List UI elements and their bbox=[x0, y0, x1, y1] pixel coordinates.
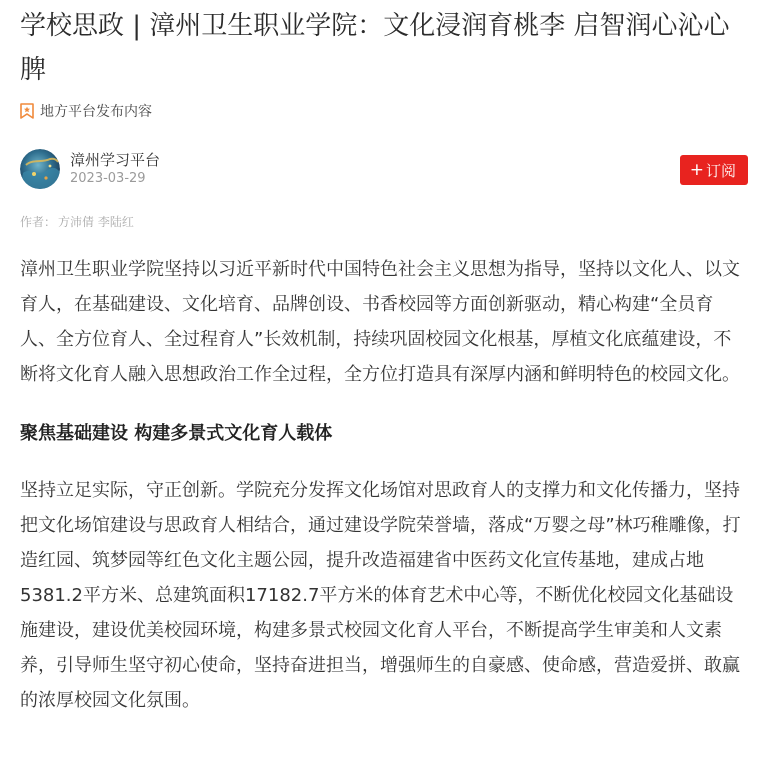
publisher-name[interactable]: 漳州学习平台 bbox=[70, 151, 161, 169]
bookmark-star-icon bbox=[20, 103, 34, 119]
section-heading: 聚焦基础建设 构建多景式文化育人载体 bbox=[20, 423, 333, 444]
publish-date: 2023-03-29 bbox=[70, 171, 146, 186]
body-paragraph: 漳州卫生职业学院坚持以习近平新时代中国特色社会主义思想为指导，坚持以文化人、以文育人，在基础建设、文化培育、品牌创设、书香校园等方面创新驱动，精心构建“全员育人、全方位育人、全过程育人”长效机制，持续巩固校园文化根基，厚植文化底蕴建设，不断将文化育人融入思想政治工作全过程，全方位打造具有深厚内涵和鲜明特色的校园文化。 bbox=[20, 259, 740, 385]
body-paragraph: 坚持立足实际，守正创新。学院充分发挥文化场馆对思政育人的支撑力和文化传播力，坚持把文化场馆建设与思政育人相结合，通过建设学院荣誉墙，落成“万婴之母”林巧稚雕像，打造红园、筑梦园等红色文化主题公园，提升改造福建省中医药文化宣传基地，建成占地5381.2平方米、总建筑面积17182.7平方米的体育艺术中心等，不断优化校园文化基础设施建设，建设优美校园环境，构建多景式校园文化育人平台，不断提高学生审美和人文素养，引导师生坚守初心使命，坚持奋进担当，增强师生的自豪感、使命感，营造爱拼、敢赢的浓厚校园文化氛围。 bbox=[20, 480, 741, 711]
article-body bbox=[20, 252, 748, 718]
publisher-avatar-icon[interactable] bbox=[20, 149, 60, 189]
source-tag bbox=[20, 100, 748, 122]
source-tag-label: 地方平台发布内容 bbox=[40, 104, 152, 120]
subscribe-button[interactable] bbox=[680, 155, 748, 185]
byline bbox=[20, 212, 748, 232]
byline-authors: 方沛倩 李陆红 bbox=[58, 215, 134, 229]
publisher-meta bbox=[70, 150, 160, 188]
byline-label: 作者： bbox=[20, 215, 57, 229]
plus-icon: + bbox=[689, 159, 704, 180]
publisher-row bbox=[20, 148, 748, 190]
subscribe-label: 订阅 bbox=[705, 161, 736, 180]
article-title: 学校思政 | 漳州卫生职业学院：文化浸润育桃李 启智润心沁心脾 bbox=[20, 11, 730, 85]
